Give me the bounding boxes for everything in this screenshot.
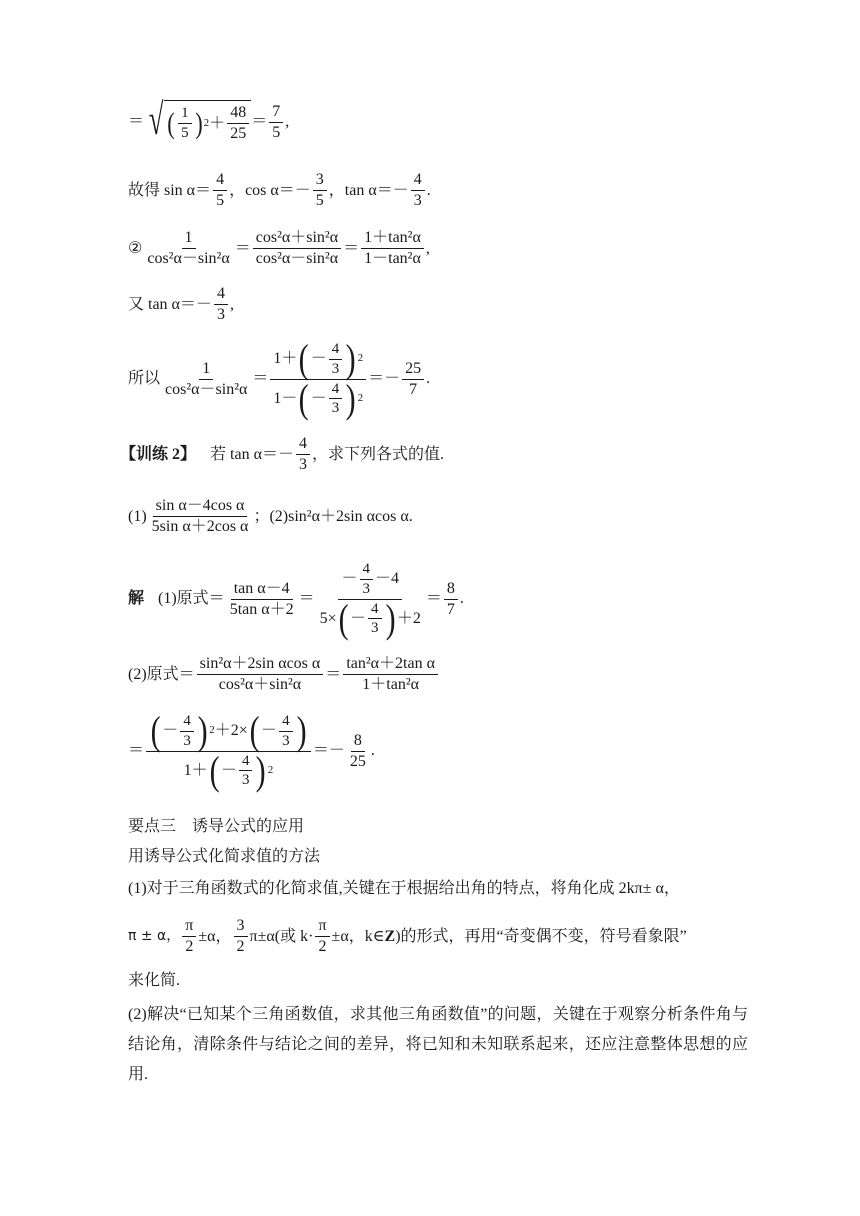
- fraction: $\frac{4}{5}$: [213, 170, 227, 211]
- so-equation: 所以 $\frac{1}{\text{cos²α－sin²α}}$ ＝ 1＋ ( － $\frac{4}{3}$ ) 2 1－ ( － $\frac{4}{3}$ ) 2 ＝－ $\frac{25}{7}$ .: [128, 336, 431, 421]
- radical-sign-icon: √: [148, 95, 164, 144]
- fraction: $\frac{7}{5}$: [269, 102, 283, 143]
- fraction: $\frac{\text{tan α－4}}{\text{5tan α＋2}}$: [229, 579, 294, 618]
- item-2-equation: ② $\frac{1}{\text{cos²α－sin²α}}$ ＝ $\frac{\text{cos²α＋sin²α}}{\text{cos²α－sin²α}}$ ＝ $\frac{\text{1＋tan²α}}{\text{1－tan²α}}$ ,: [128, 229, 430, 267]
- fraction: $\frac{3}{2}$: [234, 916, 248, 957]
- section-subtitle: 用诱导公式化简求值的方法: [128, 848, 321, 865]
- fraction: $\frac{\pi}{2}$: [182, 916, 196, 957]
- compound-fraction: 1＋ ( － $\frac{4}{3}$ ) 2 1－ ( － $\frac{4}{3}$ ) 2: [270, 340, 366, 418]
- fraction: $\frac{8}{7}$: [444, 579, 458, 620]
- solution-1: 解 (1)原式＝ $\frac{\text{tan α－4}}{\text{5tan α＋2}}$ ＝ － $\frac{4}{3}$ －4 5× ( － $\frac{4}{3}$ ) ＋2 ＝ $\frac{8}{7}$ .: [128, 561, 464, 641]
- fraction: $\frac{\text{sin²α＋2sin αcos α}}{\text{cos²α＋sin²α}}$: [197, 654, 324, 695]
- fraction: $\frac{\text{tan²α＋2tan α}}{\text{1＋tan²α}}$: [343, 654, 438, 695]
- compound-fraction: － $\frac{4}{3}$ －4 5× ( － $\frac{4}{3}$ ) ＋2: [319, 561, 421, 641]
- fraction: $\frac{\text{sin α－4cos α}}{\text{5sin α＋2cos α}}$: [151, 497, 249, 535]
- fraction: $\frac{\text{cos²α＋sin²α}}{\text{cos²α－sin²α}}$: [253, 228, 341, 269]
- exponent: 2: [203, 116, 210, 129]
- paragraph-1-line-1: (1)对于三角函数式的化简求值,关键在于根据给出角的特点，将角化成 2kπ± α，: [128, 880, 680, 897]
- given-tan-line: 又 tan α＝－ $\frac{4}{3}$ ,: [128, 285, 234, 323]
- paragraph-1-line-3: 来化简.: [128, 972, 181, 989]
- paragraph-2: (2)解决“已知某个三角函数值，求其他三角函数值”的问题，关键在于观察分析条件角与结论角，清除条件与结论之间的差异，将已知和未知联系起来，还应注意整体思想的应用.: [128, 1006, 748, 1083]
- fraction: $\frac{1}{\text{cos²α－sin²α}}$: [147, 229, 230, 267]
- square-root: √ ( $\frac{1}{5}$ ) 2 ＋ $\frac{48}{25}$: [144, 100, 251, 144]
- equation-sqrt: ＝ √ ( $\frac{1}{5}$ ) 2 ＋ $\frac{48}{25}$ ＝ $\frac{7}{5}$ ,: [128, 95, 290, 144]
- fraction: $\frac{\pi}{2}$: [315, 916, 329, 957]
- fraction: $\frac{25}{7}$: [402, 359, 424, 400]
- exercise-label: 【训练 2】: [120, 445, 197, 463]
- paren-group: ( $\frac{1}{5}$ ): [167, 105, 203, 141]
- fraction: $\frac{\text{1＋tan²α}}{\text{1－tan²α}}$: [361, 228, 424, 269]
- solution-2-continued: ＝ ( － $\frac{4}{3}$ ) 2 ＋2× ( － $\frac{4}{3}$ ) 1＋ ( － $\frac{4}{3}$ ) 2 ＝－ $\frac{8}{25}$ .: [128, 708, 375, 793]
- solution-2: (2)原式＝ $\frac{\text{sin²α＋2sin αcos α}}{\text{cos²α＋sin²α}}$ ＝ $\frac{\text{tan²α＋2tan α}}{\text{1＋tan²α}}$: [128, 654, 750, 695]
- compound-fraction: ( － $\frac{4}{3}$ ) 2 ＋2× ( － $\frac{4}{3}$ ) 1＋ ( － $\frac{4}{3}$ ) 2: [146, 712, 311, 790]
- fraction: $\frac{4}{3}$: [214, 284, 228, 325]
- section-title: 要点三 诱导公式的应用: [128, 818, 305, 835]
- fraction: $\frac{8}{25}$: [349, 731, 366, 770]
- fraction: $\frac{4}{3}$: [411, 170, 425, 211]
- fraction: $\frac{3}{5}$: [313, 170, 327, 211]
- paragraph-1-line-2: π ± α， $\frac{\pi}{2}$ ±α， $\frac{3}{2}$ π±α(或 k· $\frac{\pi}{2}$ ±α，k∈ Z )的形式，再用“奇变偶不变，符号看象限”: [128, 917, 687, 955]
- fraction: $\frac{1}{\text{cos²α－sin²α}}$: [165, 359, 248, 398]
- fraction: $\frac{48}{25}$: [227, 103, 249, 144]
- fraction: $\frac{4}{3}$: [296, 434, 310, 475]
- item-marker: ②: [128, 239, 143, 257]
- exercise-heading: 【训练 2】 若 tan α＝－ $\frac{4}{3}$ ，求下列各式的值.: [120, 435, 444, 473]
- exercise-parts: (1) $\frac{\text{sin α－4cos α}}{\text{5sin α＋2cos α}}$ ； (2)sin²α＋2sin αcos α.: [128, 497, 413, 535]
- result-line: 故得 sin α＝ $\frac{4}{5}$ ，cos α＝－ $\frac{3}{5}$ ，tan α＝－ $\frac{4}{3}$ .: [128, 171, 431, 209]
- equals-sign: ＝: [128, 113, 145, 131]
- solution-label: 解: [128, 590, 145, 608]
